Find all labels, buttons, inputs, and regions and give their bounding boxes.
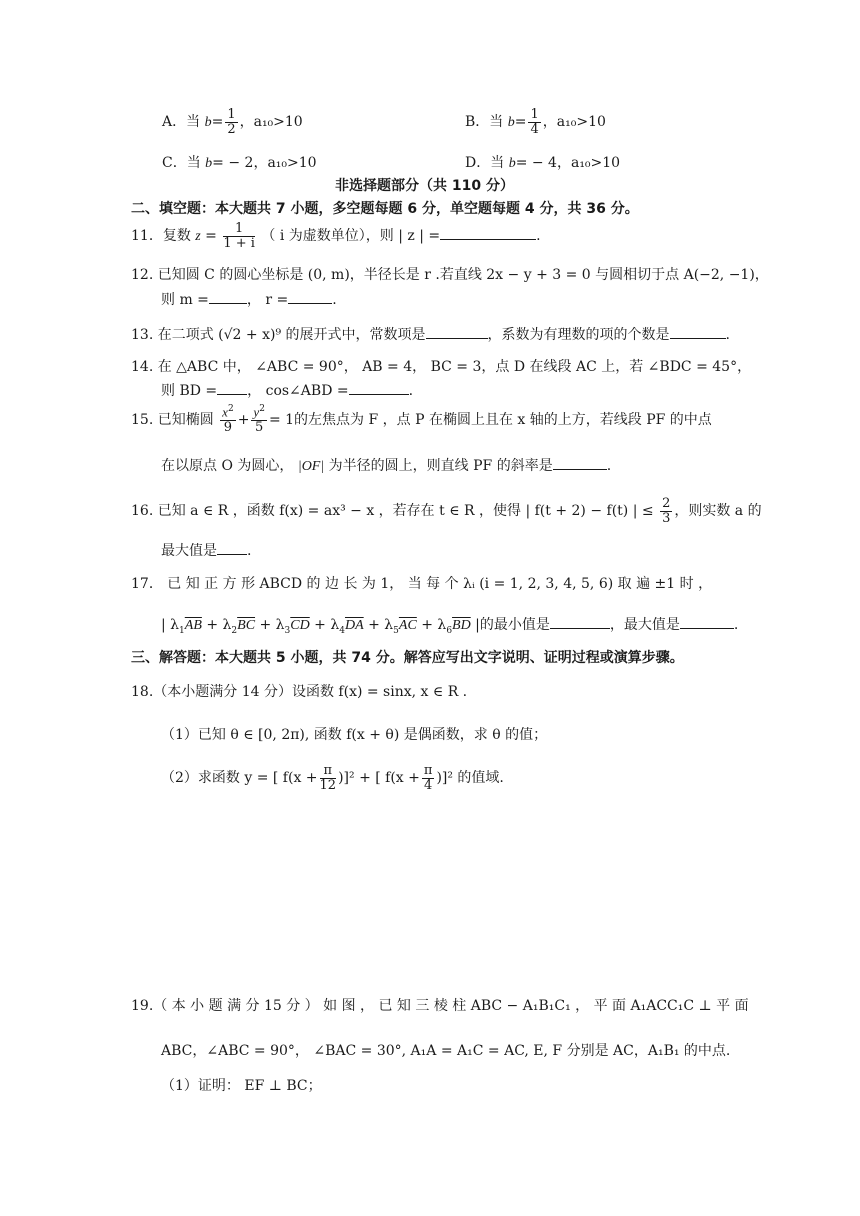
question-15-line1: 15. 已知椭圆 $\frac{x^2}{9}$ + $\frac{y^2}{5}$ = 1的左焦点为 F ，点 P 在椭圆上且在 x 轴的上方，若线段 PF 的中点 (131, 404, 712, 435)
answer-blank (217, 382, 247, 395)
q15-tail: . (606, 458, 612, 474)
question-15-line2 (161, 455, 611, 475)
q11-tail: . (536, 228, 541, 245)
q14-a: 则 BD = (161, 383, 218, 399)
q18-p2b: )]² + [ f(x + (338, 770, 420, 787)
q14-b: ， cos∠ABD = (247, 383, 349, 399)
q13-a: 13. 在二项式 (√2 + x)⁹ 的展开式中，常数项是 (131, 327, 426, 343)
option-d-cond: a₁₀>10 (570, 155, 621, 171)
q15-b: 的左焦点为 F ，点 P 在椭圆上且在 x 轴的上方，若线段 PF 的中点 (294, 411, 712, 428)
option-d-label: D．当 (465, 155, 505, 171)
q17-mid: 的最小值是 (479, 617, 550, 633)
question-18-part1: （1）已知 θ ∈ [0, 2π), 函数 f(x + θ) 是偶函数，求 θ 的值； (161, 727, 548, 743)
question-19-line2: ABC，∠ABC = 90°， ∠BAC = 30°, A₁A = A₁C = AC, E, F 分别是 AC，A₁B₁ 的中点. (161, 1043, 731, 1059)
option-c-label: C．当 (162, 155, 201, 171)
question-12-line2 (161, 289, 337, 309)
answer-blank (209, 291, 247, 304)
q13-tail: . (725, 327, 730, 343)
option-b: B．当 b= $\frac{1}{4}$ ，a₁₀>10 (465, 107, 606, 137)
q16-tail: . (247, 543, 252, 559)
option-a: A．当 b= $\frac{1}{2}$ ，a₁₀>10 (162, 107, 303, 137)
question-12-line1: 12. 已知圆 C 的圆心坐标是 (0, m)，半径长是 r .若直线 2x − y + 3 = 0 与圆相切于点 A(−2, −1)， (131, 267, 769, 283)
q17-tail: . (733, 617, 739, 633)
question-19-part1: （1）证明： EF ⊥ BC； (161, 1078, 322, 1094)
answer-blank (426, 326, 488, 339)
option-c: C．当 b= − 2，a₁₀>10 (162, 155, 317, 171)
question-16-line2 (161, 540, 251, 560)
q11-mid: （ i 为虚数单位），则 | z | = (261, 228, 441, 245)
answer-blank (553, 457, 607, 470)
q11-lead: 11．复数 (131, 228, 191, 245)
q12-tail: . (332, 292, 337, 308)
question-11: 11．复数 z = $\frac{1}{1 + i}$ （ i 为虚数单位），则 | z | = . (131, 221, 541, 251)
q15-line2c: 为半径的圆上，则直线 PF 的斜率是 (328, 458, 553, 474)
answer-blank (440, 227, 536, 240)
question-17-line1: 17． 已 知 正 方 形 ABCD 的 边 长 为 1， 当 每 个 λᵢ (i = 1, 2, 3, 4, 5, 6) 取 遍 ±1 时 ， (131, 576, 713, 592)
answer-blank (288, 291, 332, 304)
q16-b: ，则实数 a 的 (674, 503, 762, 520)
q18-p2c: )]² 的值域. (436, 770, 504, 787)
option-b-label: B．当 (465, 114, 504, 131)
part2-heading: 二、填空题：本大题共 7 小题，多空题每题 6 分，单空题每题 4 分，共 36 分。 (131, 201, 639, 217)
question-19-line1: 19.（ 本 小 题 满 分 15 分 ） 如 图 ， 已 知 三 棱 柱 ABC − A₁B₁C₁ ， 平 面 A₁ACC₁C ⊥ 平 面 (131, 998, 749, 1014)
answer-blank (680, 616, 734, 629)
option-a-cond: a₁₀>10 (253, 114, 303, 131)
q14-tail: . (408, 383, 414, 399)
q15-line2a: 在以原点 O 为圆心， (161, 458, 294, 474)
question-18-part2: （2）求函数 y = [ f(x + $\frac{\pi}{12}$ )]² + [ f(x + $\frac{\pi}{4}$ )]² 的值域. (161, 763, 504, 793)
option-c-cond: a₁₀>10 (267, 155, 317, 171)
option-a-label: A．当 (162, 114, 201, 131)
question-14-line1: 14. 在 △ABC 中， ∠ABC = 90°， AB = 4， BC = 3，点 D 在线段 AC 上，若 ∠BDC = 45°， (131, 359, 752, 375)
q16-a: 16. 已知 a ∈ R ，函数 f(x) = ax³ − x ，若存在 t ∈ R ，使得 | f(t + 2) − f(t) | ≤ (131, 503, 654, 520)
q15-a: 15. 已知椭圆 (131, 411, 214, 428)
q17-mid2: ，最大值是 (609, 617, 680, 633)
q18-p2a: （2）求函数 y = [ f(x + (161, 770, 318, 787)
question-16-line1: 16. 已知 a ∈ R ，函数 f(x) = ax³ − x ，若存在 t ∈ R ，使得 | f(t + 2) − f(t) | ≤ $\frac{2}{3}$ ，则实数 a 的 (131, 496, 762, 526)
option-b-cond: a₁₀>10 (556, 114, 606, 131)
answer-blank (217, 542, 247, 555)
question-18-line1: 18.（本小题满分 14 分）设函数 f(x) = sinx, x ∈ R . (131, 684, 468, 700)
part3-heading: 三、解答题：本大题共 5 小题，共 74 分。解答应写出文字说明、证明过程或演算步骤。 (131, 650, 684, 666)
q13-b: ，系数为有理数的项的个数是 (487, 327, 670, 343)
question-13 (131, 324, 730, 344)
q12-m: 则 m = (161, 292, 209, 308)
answer-blank (550, 616, 610, 629)
question-17-line2: | $\lambda_1\overline{AB} + \lambda_2\overline{BC} + \lambda_3\overline{CD} + \lambda_4\overline{DA} + \lambda_5\overline{AC} + \lambda_6\overline{BD}$ |的最小值是 ，最大值是 . (161, 617, 739, 636)
q12-r: ， r = (246, 292, 289, 308)
option-d: D．当 b= − 4，a₁₀>10 (465, 155, 621, 171)
section-heading: 非选择题部分（共 110 分） (335, 178, 514, 194)
q15-line2b: |OF| (297, 459, 325, 474)
q16-line2: 最大值是 (161, 543, 217, 559)
answer-blank (670, 326, 726, 339)
question-14-line2 (161, 380, 413, 400)
answer-blank (349, 382, 409, 395)
